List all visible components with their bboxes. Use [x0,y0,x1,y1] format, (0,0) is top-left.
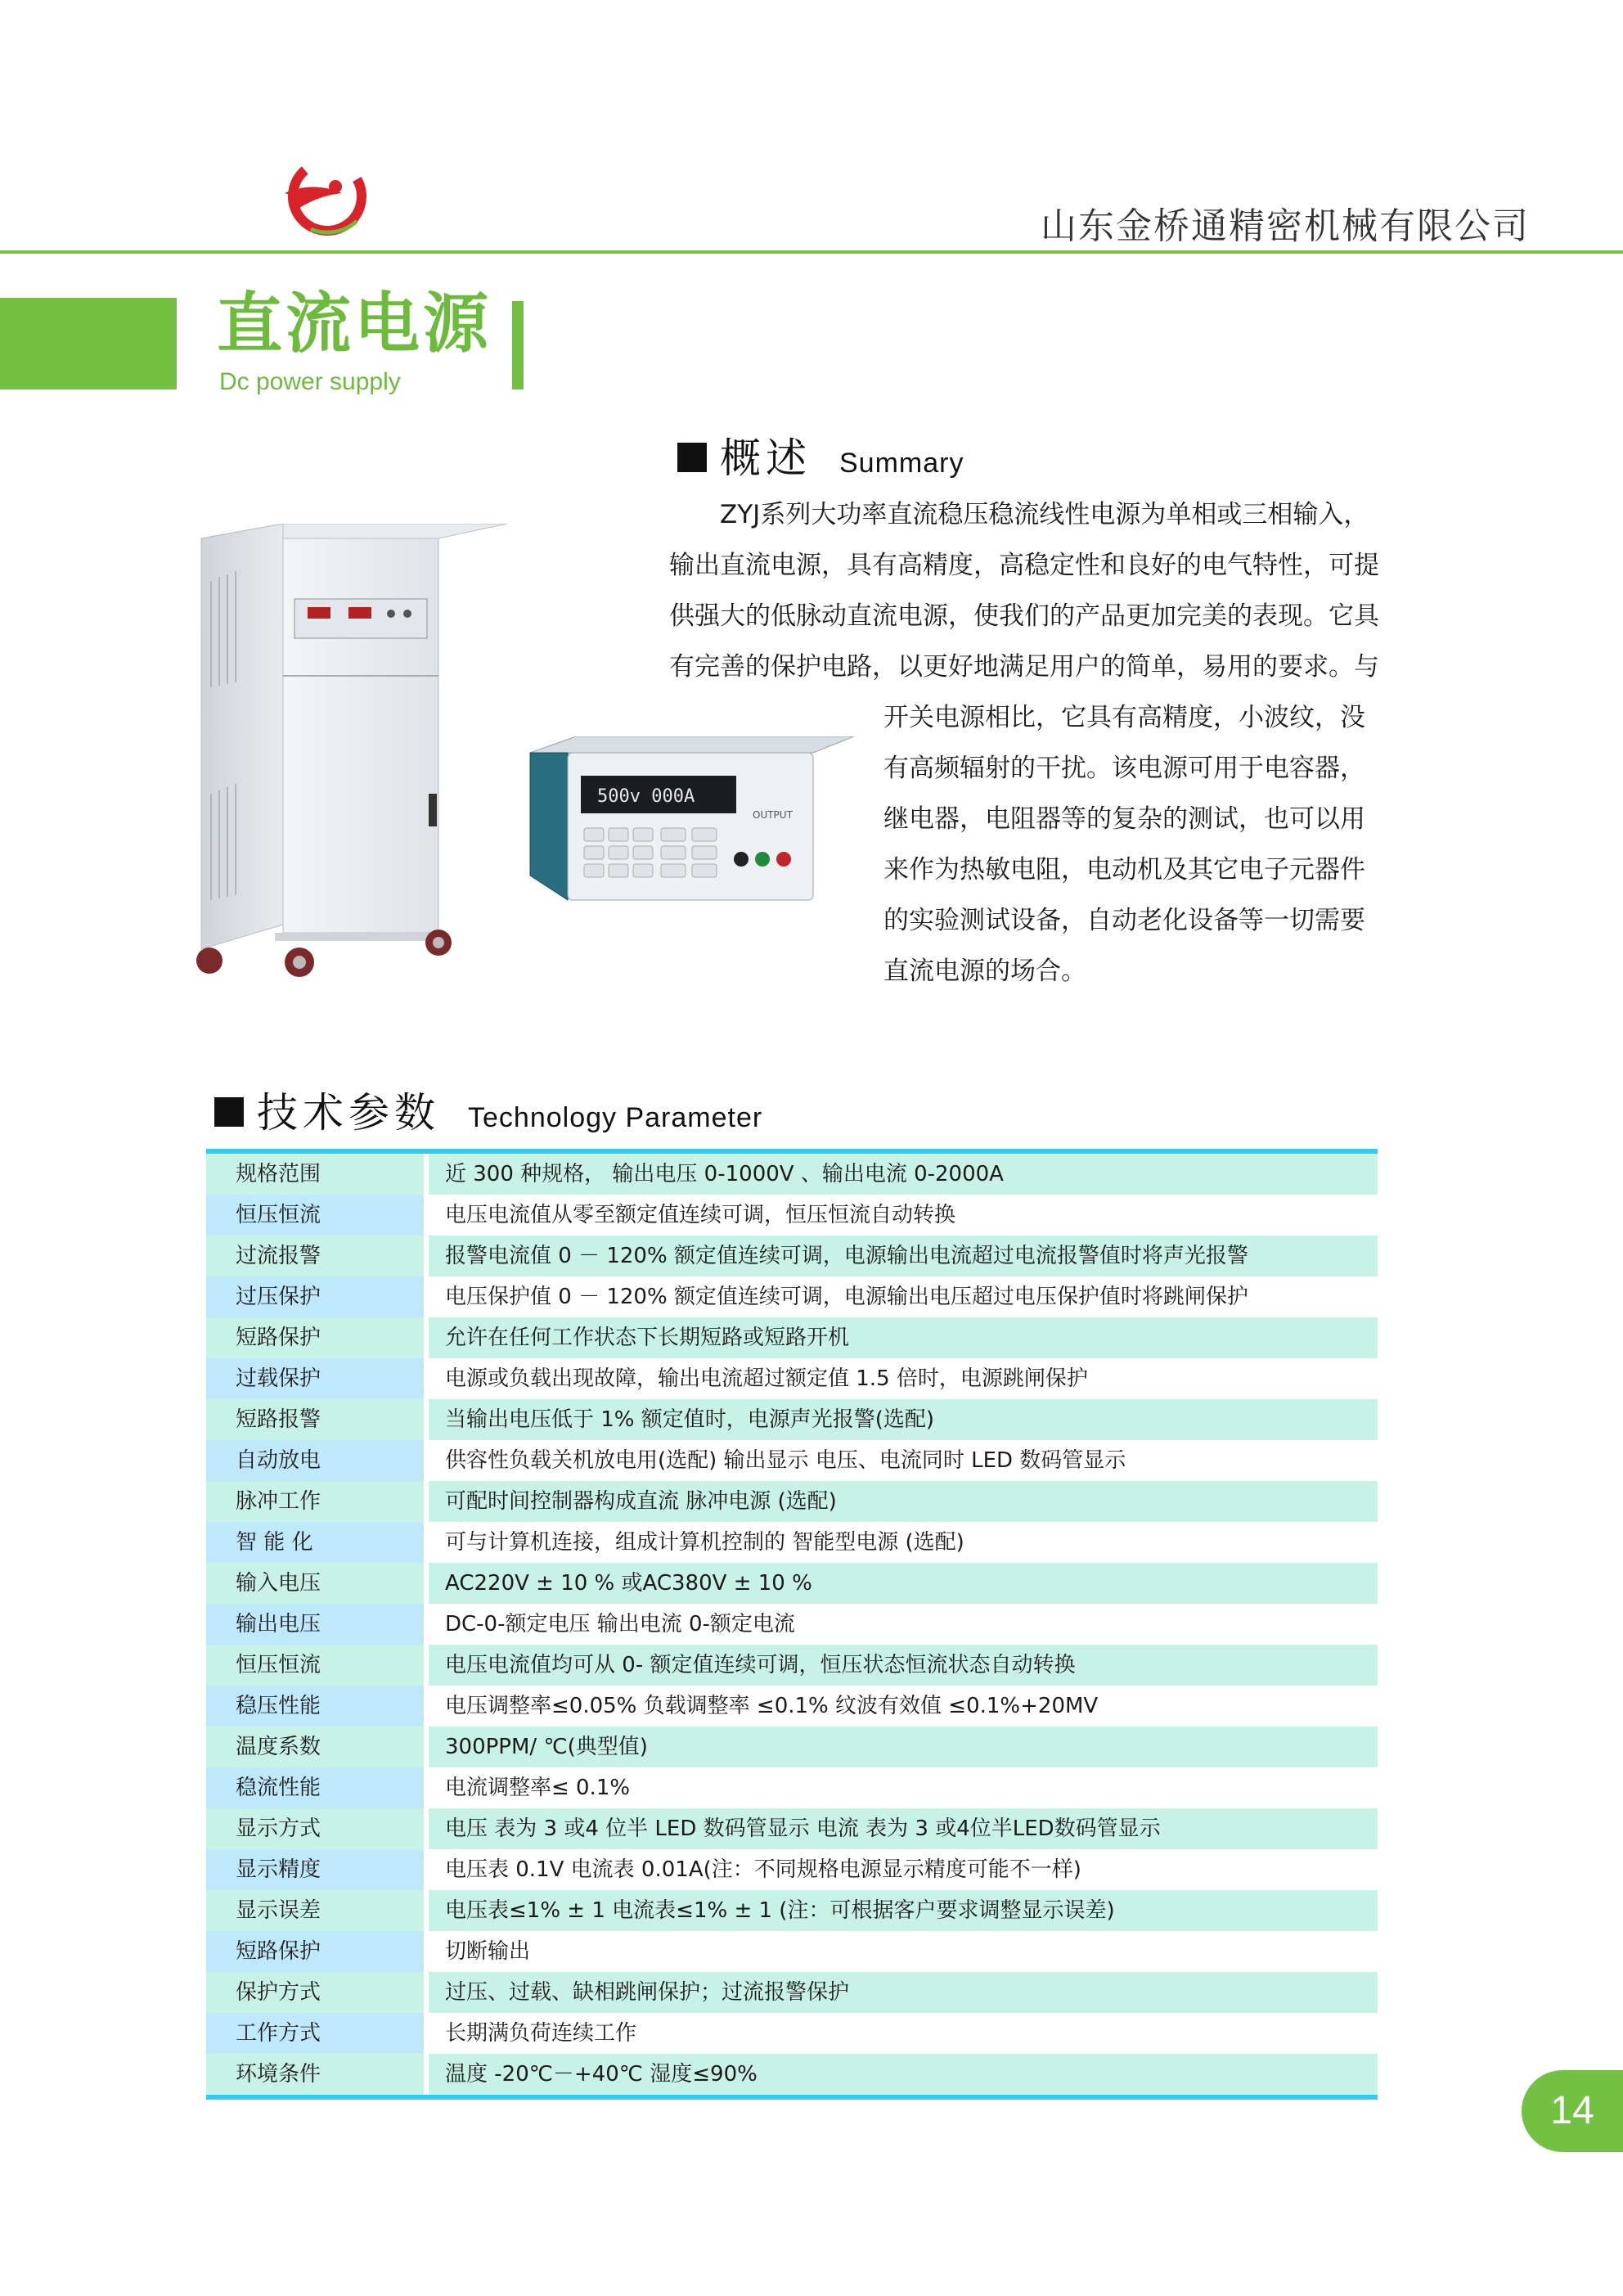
summary-line: 继电器，电阻器等的复杂的测试，也可以用 [883,804,1365,834]
table-row [206,1645,1378,1686]
bench-display-reading: 500v 000A [597,786,695,807]
param-label: 恒压恒流 [206,1195,424,1236]
param-value: 切断输出 [429,1931,1378,1972]
param-value: 电压保护值 0 － 120% 额定值连续可调，电源输出电压超过电压保护值时将跳闸保护 [429,1276,1378,1317]
bench-power-supply-image [527,736,854,913]
table-row [206,1358,1378,1399]
table-row [206,1317,1378,1358]
param-label: 短路保护 [206,1931,424,1972]
summary-line: 有完善的保护电路，以更好地满足用户的简单，易用的要求。与 [669,652,1379,682]
param-label: 显示精度 [206,1849,424,1890]
param-value: 过压、过载、缺相跳闸保护；过流报警保护 [429,1972,1378,2013]
param-value: 当输出电压低于 1% 额定值时，电源声光报警(选配) [429,1399,1378,1440]
section-banner-bar [0,298,177,389]
param-value: 电压电流值从零至额定值连续可调，恒压恒流自动转换 [429,1195,1378,1236]
table-row [206,1440,1378,1481]
param-value: 报警电流值 0 － 120% 额定值连续可调，电源输出电流超过电流报警值时将声光报警 [429,1236,1378,1276]
summary-line: 直流电源的场合。 [883,957,1086,986]
table-row [206,1399,1378,1440]
param-label: 过流报警 [206,1236,424,1276]
table-row [206,1276,1378,1317]
param-value: DC-0-额定电压 输出电流 0-额定电流 [429,1604,1378,1645]
param-value: 允许在任何工作状态下长期短路或短路开机 [429,1317,1378,1358]
param-label: 恒压恒流 [206,1645,424,1686]
param-label: 规格范围 [206,1154,424,1195]
table-row [206,1686,1378,1727]
table-row [206,1522,1378,1563]
param-label: 工作方式 [206,2013,424,2054]
square-bullet-icon [214,1097,244,1127]
table-row [206,1563,1378,1604]
param-value: AC220V ± 10 % 或AC380V ± 10 % [429,1563,1378,1604]
param-value: 电流调整率≤ 0.1% [429,1767,1378,1808]
param-value: 电压调整率≤0.05% 负载调整率 ≤0.1% 纹波有效值 ≤0.1%+20MV [429,1686,1378,1727]
cabinet-power-supply-image [193,524,510,990]
summary-line: 开关电源相比，它具有高精度，小波纹，没 [883,703,1365,732]
summary-line: 有高频辐射的干扰。该电源可用于电容器， [883,754,1365,783]
company-name: 山东金桥通精密机械有限公司 [1041,205,1530,247]
table-row [206,1604,1378,1645]
svg-text:OUTPUT: OUTPUT [753,809,793,821]
param-value: 可与计算机连接，组成计算机控制的 智能型电源 (选配) [429,1522,1378,1563]
table-row [206,1931,1378,1972]
tech-heading [214,1080,762,1139]
param-label: 短路报警 [206,1399,424,1440]
table-row [206,1849,1378,1890]
section-banner-tick [512,301,524,389]
table-row [206,1767,1378,1808]
param-label: 稳压性能 [206,1686,424,1727]
param-label: 环境条件 [206,2054,424,2095]
param-value: 长期满负荷连续工作 [429,2013,1378,2054]
table-row [206,1808,1378,1849]
table-row [206,2013,1378,2054]
table-row [206,1195,1378,1236]
summary-line: 来作为热敏电阻，电动机及其它电子元器件 [883,855,1365,885]
param-label: 输入电压 [206,1563,424,1604]
param-label: 显示误差 [206,1890,424,1931]
param-label: 温度系数 [206,1727,424,1767]
table-row [206,1154,1378,1195]
table-row [206,1236,1378,1276]
tech-heading-en: Technology Parameter [468,1102,763,1133]
section-subtitle: Dc power supply [219,368,401,395]
summary-heading [677,425,964,484]
summary-line: 的实验测试设备，自动老化设备等一切需要 [883,906,1365,935]
tech-parameter-table [206,1149,1378,2100]
table-row [206,1727,1378,1767]
param-value: 近 300 种规格， 输出电压 0-1000V 、输出电流 0-2000A [429,1154,1378,1195]
page-number: 14 [1522,2070,1623,2152]
param-label: 输出电压 [206,1604,424,1645]
summary-heading-en: Summary [839,448,964,479]
summary-line: 输出直流电源，具有高精度，高稳定性和良好的电气特性，可提 [669,551,1379,580]
summary-line: ZYJ系列大功率直流稳压稳流线性电源为单相或三相输入， [720,500,1369,529]
param-label: 短路保护 [206,1317,424,1358]
param-label: 保护方式 [206,1972,424,2013]
summary-line: 供强大的低脉动直流电源，使我们的产品更加完美的表现。它具 [669,601,1379,631]
square-bullet-icon [677,443,707,472]
param-value: 电压表 0.1V 电流表 0.01A(注：不同规格电源显示精度可能不一样) [429,1849,1378,1890]
param-label: 稳流性能 [206,1767,424,1808]
table-row [206,2054,1378,2095]
table-row [206,1481,1378,1522]
param-value: 电压 表为 3 或4 位半 LED 数码管显示 电流 表为 3 或4位半LED数码管显示 [429,1808,1378,1849]
tech-heading-cn: 技术参数 [257,1089,440,1137]
table-row [206,1890,1378,1931]
header-divider [0,250,1623,254]
param-label: 过压保护 [206,1276,424,1317]
param-value: 电压表≤1% ± 1 电流表≤1% ± 1 (注：可根据客户要求调整显示误差) [429,1890,1378,1931]
param-label: 显示方式 [206,1808,424,1849]
param-value: 300PPM/ ℃(典型值) [429,1727,1378,1767]
param-label: 过载保护 [206,1358,424,1399]
param-label: 智 能 化 [206,1522,424,1563]
table-row [206,1972,1378,2013]
summary-heading-cn: 概述 [720,434,812,482]
param-value: 电源或负载出现故障，输出电流超过额定值 1.5 倍时，电源跳闸保护 [429,1358,1378,1399]
company-logo [278,154,384,244]
param-value: 电压电流值均可从 0- 额定值连续可调，恒压状态恒流状态自动转换 [429,1645,1378,1686]
param-value: 可配时间控制器构成直流 脉冲电源 (选配) [429,1481,1378,1522]
table-bottom-border [206,2095,1378,2100]
param-value: 温度 -20℃－+40℃ 湿度≤90% [429,2054,1378,2095]
param-label: 脉冲工作 [206,1481,424,1522]
section-title: 直流电源 [217,286,492,362]
param-label: 自动放电 [206,1440,424,1481]
param-value: 供容性负载关机放电用(选配) 输出显示 电压、电流同时 LED 数码管显示 [429,1440,1378,1481]
